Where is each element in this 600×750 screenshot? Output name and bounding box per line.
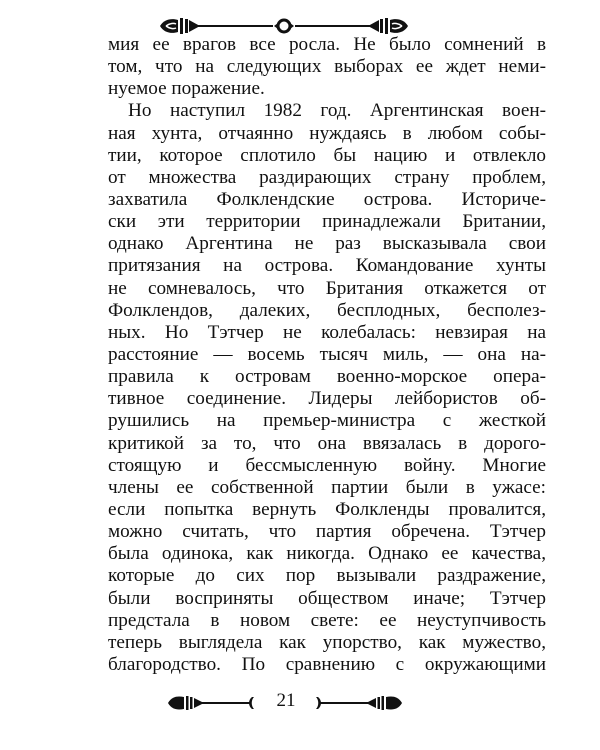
text-line: если попытка вернуть Фолкленды провалится,: [108, 498, 546, 520]
text-line: нуемое поражение.: [108, 78, 265, 100]
text-line: была одинока, как никогда. Однако ее качества,: [108, 543, 546, 565]
text-line: захватила Фолклендские острова. Историче-: [108, 188, 546, 210]
text-line: ная хунта, отчаянно нуждаясь в любом собы-: [108, 122, 546, 144]
text-line: расстояние — восемь тысяч миль, — она на-: [108, 343, 546, 365]
text-line: от множества раздирающих страну проблем,: [108, 166, 546, 188]
text-line: благородство. По сравнению с окружающими: [108, 653, 546, 675]
text-line: члены ее собственной партии были в ужасе:: [108, 476, 546, 498]
page-number: 21: [276, 690, 296, 711]
bottom-left-ornament: [166, 692, 258, 714]
text-line: не сомневалось, что Британия откажется от: [108, 277, 546, 299]
text-line: притязания на острова. Командование хунты: [108, 255, 546, 277]
text-line: рушились на премьер-министра с жесткой: [108, 410, 546, 432]
text-line: правила к островам военно-морское опера-: [108, 366, 546, 388]
text-line: Но наступил 1982 год. Аргентинская воен-: [128, 100, 546, 122]
text-line: однако Аргентина не раз высказывала свои: [108, 233, 546, 255]
text-line: мия ее врагов все росла. Не было сомнений в: [108, 34, 546, 55]
text-line: ных. Но Тэтчер не колебалась: невзирая на: [108, 321, 546, 343]
text-line: которые до сих пор вызывали раздражение,: [108, 565, 546, 587]
text-line: можно считать, что партия обречена. Тэтчер: [108, 521, 546, 543]
text-line: том, что на следующих выборах ее ждет неми-: [108, 56, 546, 78]
text-line: ски эти территории принадлежали Британии,: [108, 211, 546, 233]
text-line: стоящую и бессмысленную войну. Многие: [108, 454, 546, 476]
bottom-right-ornament: [312, 692, 404, 714]
text-line: теперь выглядела как упорство, как мужество,: [108, 631, 546, 653]
text-line: были восприняты обществом иначе; Тэтчер: [108, 587, 546, 609]
body-text: [108, 34, 546, 676]
text-line: Фолклендов, далеких, бесплодных, бесполез-: [108, 299, 546, 321]
text-line: тии, которое сплотило бы нацию и отвлекло: [108, 144, 546, 166]
text-line: тивное соединение. Лидеры лейбористов об-: [108, 388, 546, 410]
text-line: предстала в новом свете: ее неуступчивость: [108, 609, 546, 631]
text-line: критикой за то, что она ввязалась в дорого-: [108, 432, 546, 454]
